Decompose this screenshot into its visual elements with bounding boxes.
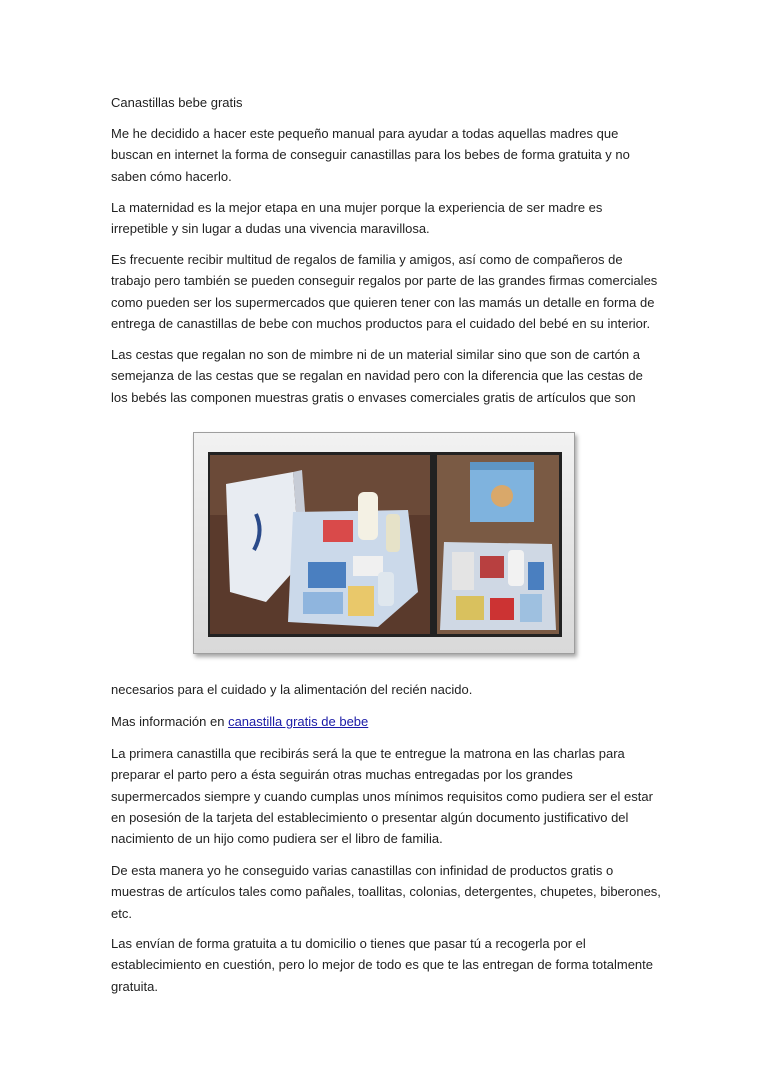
document-title: Canastillas bebe gratis [111,95,243,110]
more-info-label: Mas información en [111,714,229,729]
paragraph-newborn: necesarios para el cuidado y la alimentación del recién nacido. [111,682,473,697]
paragraph-more-info [111,711,663,732]
baby-basket-photo [193,432,575,654]
paragraph-products: De esta manera yo he conseguido varias canastillas con infinidad de productos gratis o muestras de artículos tales como pañales, toallitas, colonias, detergentes, chupetes, biberones, etc. [111,863,661,921]
paragraph-intro: Me he decidido a hacer este pequeño manual para ayudar a todas aquellas madres que buscan en internet la forma de conseguir canastillas para los bebes de forma gratuita y no saben cómo hacerlo. [111,126,630,184]
paragraph-delivery: Las envían de forma gratuita a tu domicilio o tienes que pasar tú a recogerla por el establecimiento en cuestión, pero lo mejor de todo es que te las entregan de forma totalmente gratuita. [111,936,653,994]
paragraph-maternity: La maternidad es la mejor etapa en una mujer porque la experiencia de ser madre es irrepetible y sin lugar a dudas una vivencia maravillosa. [111,200,603,237]
paragraph-gifts: Es frecuente recibir multitud de regalos de familia y amigos, así como de compañeros de trabajo pero también se pueden conseguir regalos por parte de las grandes firmas comerciales como pueden ser los supermercados que quieren tener con las mamás un detalle en forma de entrega de canastillas de bebe con muchos productos para el cuidado del bebé en su interior. [111,252,658,331]
paragraph-baskets: Las cestas que regalan no son de mimbre ni de un material similar sino que son de cartón a semejanza de las cestas que se regalan en navidad pero con la diferencia que las cestas de los bebés las componen muestras gratis o envases comerciales gratis de artículos que son [111,347,643,405]
canastilla-gratis-link[interactable]: canastilla gratis de bebe [228,714,369,729]
paragraph-first-basket: La primera canastilla que recibirás será la que te entregue la matrona en las charlas para preparar el parto pero a ésta seguirán otras muchas entregadas por los grandes supermercados siempre y cuando cumplas unos mínimos requisitos como pudiera ser el estar en posesión de la tarjeta del establecimiento o presentar algún documento justificativo del nacimiento de un hijo como pudiera ser el libro de familia. [111,746,653,847]
baby-basket-photo-image [208,452,562,637]
